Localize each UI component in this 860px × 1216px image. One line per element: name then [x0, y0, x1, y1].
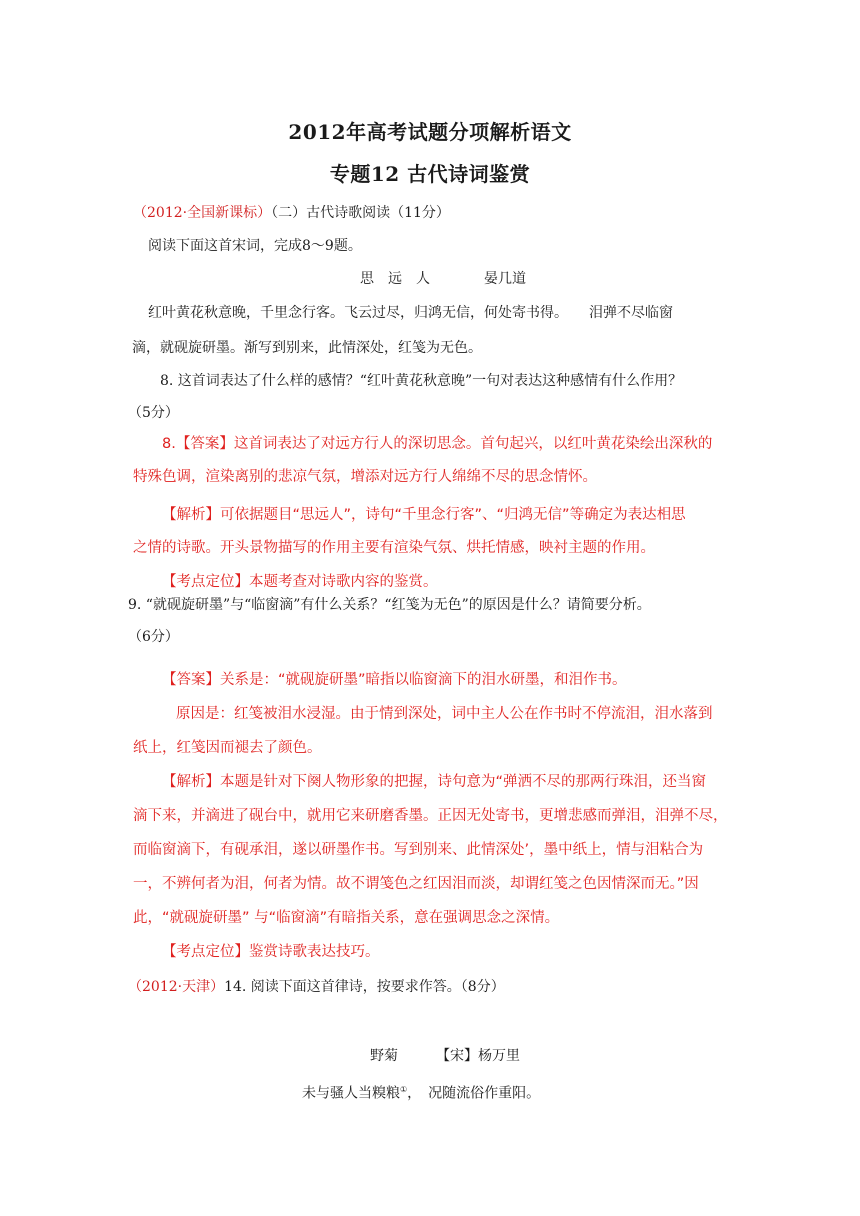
poem-line-1: 红叶黄花秋意晚，千里念行客。飞云过尽，归鸿无信，何处寄书得。 泪弹不尽临窗 — [148, 305, 673, 321]
poem2-line-1 — [302, 1080, 540, 1104]
poem2-author: 【宋】杨万里 — [436, 1048, 520, 1064]
q8-analysis-line-2: 之情的诗歌。开头景物描写的作用主要有渲染气氛、烘托情感，映衬主题的作用。 — [133, 540, 655, 556]
section1-heading-line — [133, 203, 450, 223]
poem-line-2: 滴，就砚旋研墨。渐写到别来，此情深处，红笺为无色。 — [132, 340, 482, 356]
q8-answer-line-1: 8.【答案】这首词表达了对远方行人的深切思念。首句起兴，以红叶黄花染绘出深秋的 — [162, 436, 713, 452]
poem-author: 晏几道 — [484, 271, 526, 287]
poem2-line-1-part-b: ， 况随流俗作重阳。 — [407, 1085, 541, 1102]
q9-answer-line-1: 【答案】关系是：“就砚旋研墨”暗指以临窗滴下的泪水研墨，和泪作书。 — [162, 672, 627, 688]
poem-title: 思 远 人 — [360, 271, 430, 287]
footnote-marker: ① — [400, 1085, 408, 1094]
question-9: 9. “就砚旋研墨”与“临窗滴”有什么关系？“红笺为无色”的原因是什么？请简要分析。 — [128, 597, 651, 613]
q9-analysis-line-2: 滴下来，并滴进了砚台中，就用它来研磨香墨。正因无处寄书，更增悲感而弹泪，泪弹不尽， — [133, 808, 728, 824]
section2-heading-line — [128, 977, 505, 997]
section2-question: 14. 阅读下面这首律诗，按要求作答。（8分） — [224, 979, 505, 995]
q9-knowledge-point: 【考点定位】鉴赏诗歌表达技巧。 — [162, 944, 380, 960]
question-8: 8. 这首词表达了什么样的感情？“红叶黄花秋意晚”一句对表达这种感情有什么作用？ — [160, 373, 683, 389]
q9-analysis-line-4: 一，不辨何者为泪，何者为情。故不谓笺色之红因泪而淡，却谓红笺之色因情深而无。”因 — [133, 876, 699, 892]
question-9-score: （6分） — [128, 629, 179, 645]
q9-analysis-line-5: 此，“就砚旋研墨” 与“临窗滴”有暗指关系，意在强调思念之深情。 — [133, 910, 560, 926]
poem2-line-1-part-a: 未与骚人当糗粮 — [302, 1085, 400, 1102]
q9-answer-line-2: 原因是：红笺被泪水浸湿。由于情到深处，词中主人公在作书时不停流泪，泪水落到 — [176, 706, 713, 722]
section2-source: （2012·天津） — [128, 979, 225, 995]
question-8-score: （5分） — [128, 405, 179, 421]
q8-analysis-line-1: 【解析】可依据题目“思远人”，诗句“千里念行客”、“归鸿无信”等确定为表达相思 — [162, 507, 686, 523]
q9-analysis-line-1: 【解析】本题是针对下阕人物形象的把握，诗句意为“弹洒不尽的那两行珠泪，还当窗 — [162, 774, 707, 790]
q8-answer-line-2: 特殊色调，渲染离别的悲凉气氛，增添对远方行人绵绵不尽的思念情怀。 — [133, 469, 597, 485]
q9-analysis-line-3: 而临窗滴下，有砚承泪，遂以研墨作书。写到别来、此情深处’，墨中纸上，情与泪粘合为 — [133, 842, 704, 858]
q9-answer-line-3: 纸上，红笺因而褪去了颜色。 — [133, 740, 322, 756]
section1-source: （2012·全国新课标） — [133, 205, 272, 221]
q8-knowledge-point: 【考点定位】本题考查对诗歌内容的鉴赏。 — [162, 574, 438, 590]
poem2-title: 野菊 — [370, 1048, 398, 1064]
document-subtitle: 专题12 古代诗词鉴赏 — [329, 162, 531, 186]
section1-instruction: 阅读下面这首宋词，完成8～9题。 — [148, 238, 362, 254]
document-title: 2012年高考试题分项解析语文 — [288, 120, 572, 144]
section1-heading: （二）古代诗歌阅读（11分） — [271, 205, 450, 221]
